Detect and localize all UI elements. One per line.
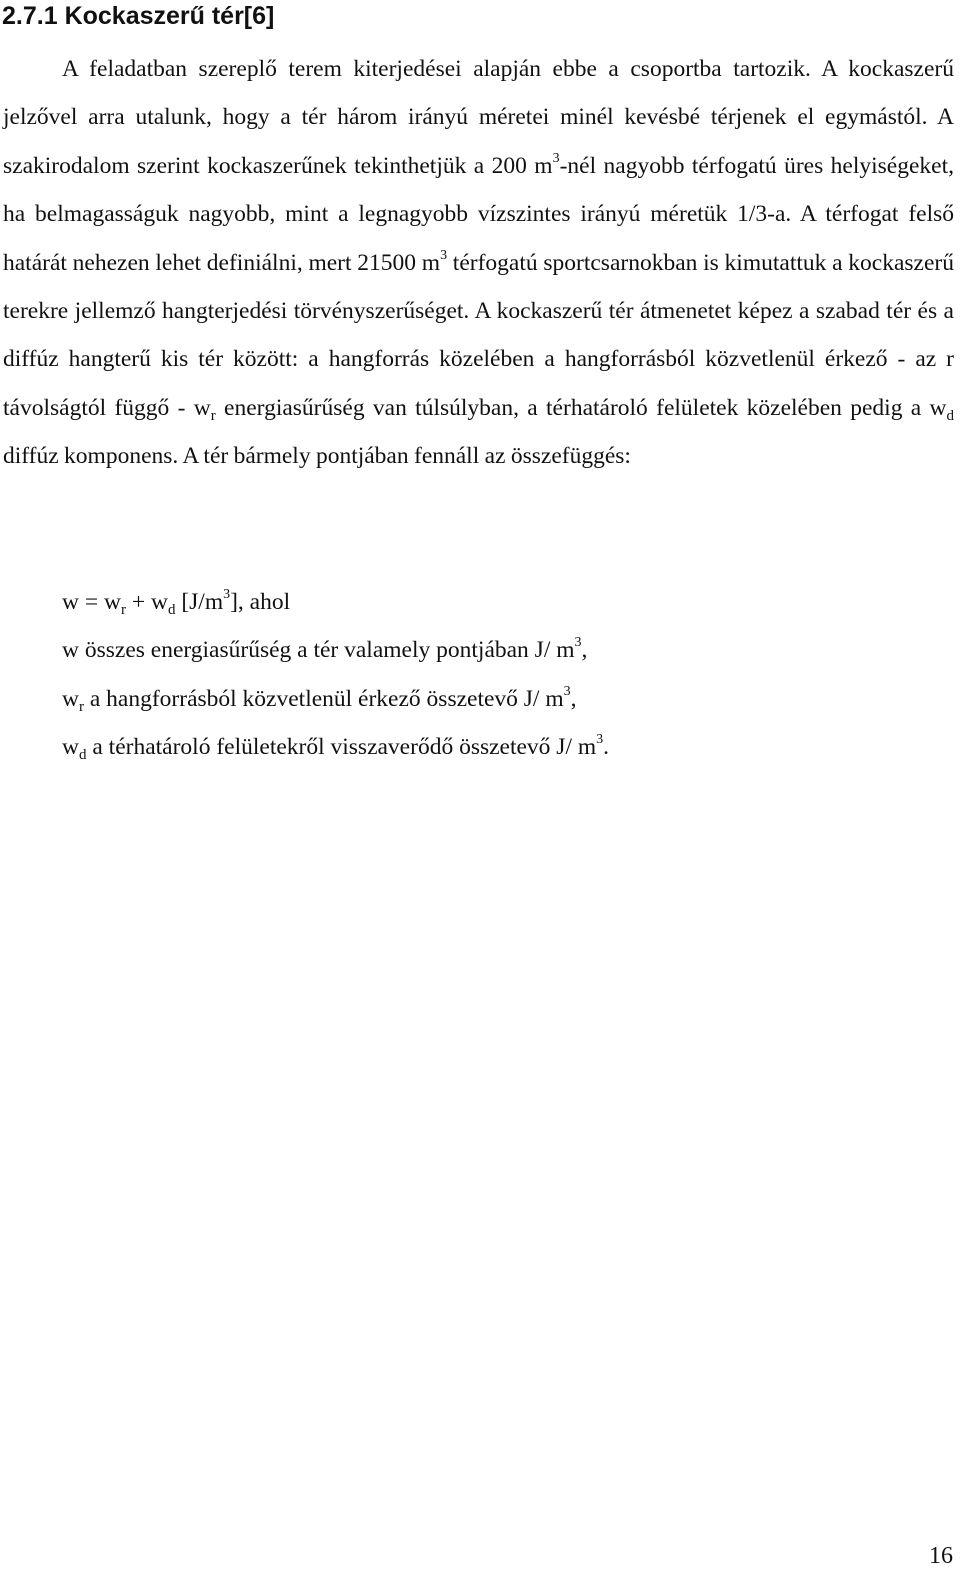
definition-tail: , <box>570 685 577 712</box>
body-paragraph <box>3 45 954 481</box>
superscript-exponent: 3 <box>223 587 231 602</box>
definition-symbol: w <box>62 734 79 761</box>
subscript-index: d <box>946 407 955 424</box>
page-number: 16 <box>929 1543 953 1569</box>
paragraph-text-2: -nél nagyobb térfogatú üres helyiségeket, ha belmagasságuk nagyobb, mint a legnagyobb vízszintes irányú méretük 1/3-a. A térfogat felső határát nehezen lehet definiálni, mert 21500 m <box>3 152 954 276</box>
definition-text: a hangforrásból közvetlenül érkező összetevő J/ m <box>83 685 564 712</box>
definition-line <box>62 626 609 674</box>
formula-line <box>62 578 609 626</box>
definition-symbol: w <box>62 685 79 712</box>
formula-part: w = w <box>62 589 121 615</box>
definition-line <box>62 675 609 723</box>
definition-line <box>62 723 609 771</box>
paragraph-text-3: térfogatú sportcsarnokban is kimutattuk a kockaszerű terekre jellemző hangterjedési törvényszerűséget. A kockaszerű tér átmenetet képez a szabad tér és a diffúz hangterű kis tér között: a hangforrás közelében a hangforrásból közvetlenül érkező - az r távolságtól függő - w <box>3 249 954 421</box>
superscript-exponent: 3 <box>552 150 560 166</box>
superscript-exponent: 3 <box>574 635 582 651</box>
paragraph-text-4: energiasűrűség van túlsúlyban, a térhatároló felületek közelében pedig a w <box>215 394 947 421</box>
superscript-exponent: 3 <box>596 732 604 748</box>
subscript-index: r <box>210 407 216 424</box>
definition-tail: . <box>603 734 610 761</box>
paragraph-text-5: diffúz komponens. A tér bármely pontjában fennáll az összefüggés: <box>3 443 631 470</box>
formula-part: ], ahol <box>230 589 291 615</box>
subscript-index: r <box>120 602 126 618</box>
section-number: 2.7.1 <box>2 2 58 30</box>
formula-part: [J/m <box>175 589 224 615</box>
formula-and-definitions <box>62 578 609 772</box>
subscript-index: d <box>78 747 87 764</box>
definition-text: a térhatároló felületekről visszaverődő összetevő J/ m <box>86 734 597 761</box>
superscript-exponent: 3 <box>440 247 448 263</box>
definition-text: w összes energiasűrűség a tér valamely pontjában J/ m <box>62 637 575 664</box>
subscript-index: d <box>167 602 176 618</box>
section-title: Kockaszerű tér[6] <box>64 2 275 30</box>
section-heading <box>2 0 274 32</box>
definition-tail: , <box>581 637 588 664</box>
formula-part: + w <box>125 589 168 615</box>
paragraph-text-1: A feladatban szereplő terem kiterjedései alapján ebbe a csoportba tartozik. A kockaszerű jelzővel arra utalunk, hogy a tér három irányú méretei minél kevésbé térjenek el egymástól. A szakirodalom szerint kockaszerűnek tekinthetjük a 200 m <box>3 56 954 179</box>
superscript-exponent: 3 <box>563 683 571 699</box>
subscript-index: r <box>78 698 84 715</box>
